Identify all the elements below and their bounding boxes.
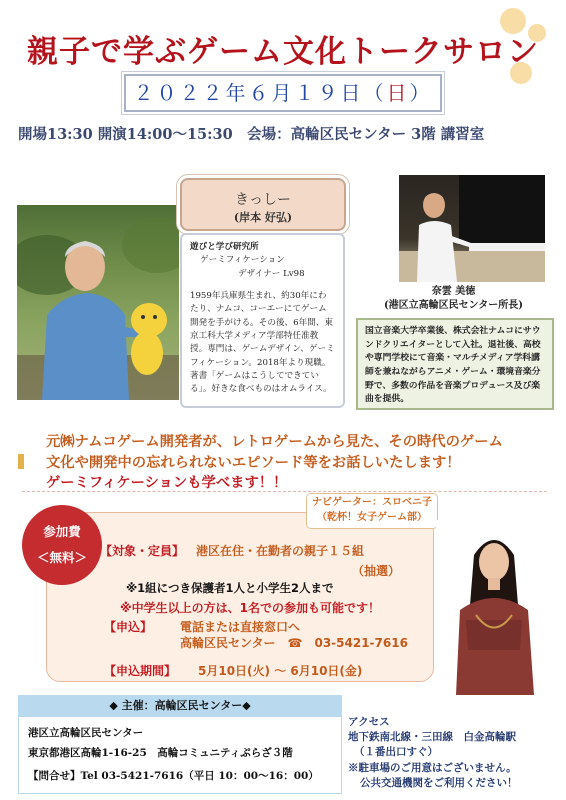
speaker1-real-name: (岸本 好弘) [233,211,293,224]
rule-junior-high: ※中学生以上の方は、1名での参加も可能です！ [120,601,381,615]
navigator-name: ナビゲーター：スロベニ子 [312,497,432,508]
speaker2-photo [399,175,545,282]
venue-info: 開場13:30 開演14:00～15:30 会場：高輪区民センター 3階 講習室 [18,126,485,143]
speaker2-affiliation: (港区立高輪区民センター所長) [383,300,524,311]
speaker1-profile [180,233,345,408]
speaker1-bio: 1959年兵庫県生まれ、約30年にわたり、ナムコ、コーエーにてゲーム開発を手がける。その後、6年間、東京工科大学メディア学部特任准教授。専門は、ゲームデザイン、ゲーミフィケーション。2018年より現職。著書「ゲームはこうしてできている」。好きな食べものはオムライス。 [190,290,335,395]
rule-children: ※1組につき保護者1人と小学生2人まで [126,581,334,595]
navigator-label [306,493,438,529]
page-title: 親子で学ぶゲーム文化トークサロン [27,34,539,70]
date-paren: ） [409,81,433,105]
host-contact: 【問合せ】Tel 03-5421-7616（平日 10：00～16：00） [28,770,319,782]
description-line2: 文化や開発中の忘れられないエピソード等をお話しいたします！ [46,454,461,471]
period-label: 【申込期間】 [104,664,177,678]
info-panel [46,512,434,682]
apply-line1: 電話または直接窓口へ [180,620,301,634]
access-info [348,715,562,791]
divider [22,491,547,492]
access-heading: アクセス [348,716,390,728]
access-line4: 公共交通機関をご利用ください！ [360,776,518,789]
access-line3: ※駐車場のご用意はございません。 [348,761,517,774]
apply-line2: 高輪区民センター ☎ 03-5421-7616 [180,636,408,650]
fee-label: 参加費 [43,524,81,539]
access-line1: 地下鉄南北線・三田線 白金高輪駅 [348,731,516,744]
fee-value: ＜無料＞ [36,550,87,566]
speaker1-name-card [180,178,346,231]
speaker1-photo [17,205,179,400]
navigator-sub: （乾杯！女子ゲーム部） [317,511,427,523]
apply-label: 【申込】 [104,620,153,634]
navigator-photo [436,520,552,695]
fee-badge [22,505,102,585]
host-name: 港区立高輪区民センター [28,727,144,739]
speaker1-role1: ゲーミフィケーション [200,255,285,266]
speaker2-profile: 国立音楽大学卒業後、株式会社ナムコにサウンドクリエイターとして入社。退社後、高校や専門学校にて音楽・マルチメディア学科講師を兼ねながらアニメ・ゲーム・環境音楽分野で、多数の作品を音楽プロデュース及び楽曲を提供。 [356,318,554,410]
host-banner: ◆ 主催：高輪区民センター◆ [18,695,342,716]
period-text: 5月10日(火) ～ 6月10日(金) [198,664,363,678]
date-text: ２０２２年６月１９日（ [133,81,387,105]
speaker1-org: 遊びと学び研究所 [190,242,259,252]
description-line3: ゲーミフィケーションも学べます！！ [46,475,288,492]
host-address: 東京都港区高輪1-16-25 高輪コミュニティぷらざ３階 [28,747,293,759]
event-date [124,74,442,112]
event-description [46,432,551,494]
access-line2: （１番出口すぐ） [354,746,438,759]
date-weekday: 日 [386,81,410,105]
speaker2-name-block [356,285,551,313]
speaker1-nickname: きっしー [235,192,291,208]
target-text: 港区在住・在勤者の親子１５組 [196,544,365,558]
decor-bar [18,454,24,469]
speaker1-role2: デザイナー Lv98 [238,268,305,279]
speaker2-name: 奈雲 美徳 [431,286,476,297]
target-note: （抽選） [352,564,401,578]
target-label: 【対象・定員】 [100,544,185,558]
description-line1: 元㈱ナムコゲーム開発者が、レトロゲームから見た、その時代のゲーム [46,434,503,450]
